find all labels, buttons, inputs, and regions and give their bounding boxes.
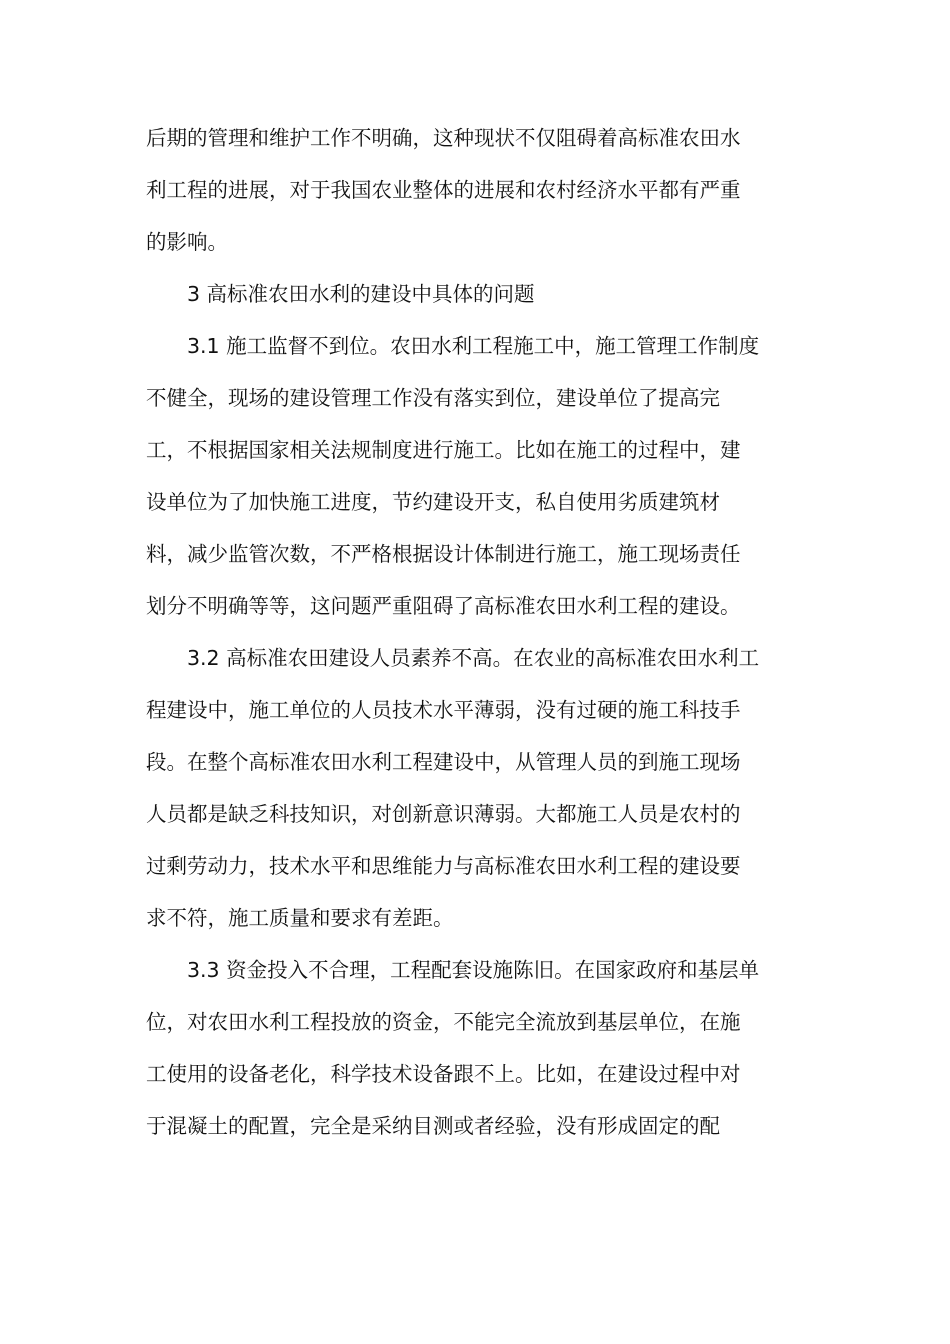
subsection-line: 3.3 资金投入不合理，工程配套设施陈旧。在国家政府和基层单 — [187, 958, 760, 982]
text-line: 过剩劳动力，技术水平和思维能力与高标准农田水利工程的建设要 — [146, 854, 741, 878]
section-heading: 3 高标准农田水利的建设中具体的问题 — [187, 282, 535, 306]
text-line: 位，对农田水利工程投放的资金，不能完全流放到基层单位，在施 — [146, 1010, 741, 1034]
text-line: 设单位为了加快施工进度，节约建设开支，私自使用劣质建筑材 — [146, 490, 720, 514]
text-line: 划分不明确等等，这问题严重阻碍了高标准农田水利工程的建设。 — [146, 594, 741, 618]
text-line: 料，减少监管次数，不严格根据设计体制进行施工，施工现场责任 — [146, 542, 741, 566]
text-line: 人员都是缺乏科技知识，对创新意识薄弱。大都施工人员是农村的 — [146, 802, 741, 826]
text-line: 后期的管理和维护工作不明确，这种现状不仅阻碍着高标准农田水 — [146, 126, 741, 150]
text-line: 段。在整个高标准农田水利工程建设中，从管理人员的到施工现场 — [146, 750, 741, 774]
text-line: 工使用的设备老化，科学技术设备跟不上。比如，在建设过程中对 — [146, 1062, 741, 1086]
document-body — [146, 112, 806, 1152]
text-line: 求不符，施工质量和要求有差距。 — [146, 906, 454, 930]
text-line: 不健全，现场的建设管理工作没有落实到位，建设单位了提高完 — [146, 386, 720, 410]
text-line: 工，不根据国家相关法规制度进行施工。比如在施工的过程中，建 — [146, 438, 741, 462]
text-line: 的影响。 — [146, 230, 228, 254]
text-line: 程建设中，施工单位的人员技术水平薄弱，没有过硬的施工科技手 — [146, 698, 741, 722]
text-line: 利工程的进展，对于我国农业整体的进展和农村经济水平都有严重 — [146, 178, 741, 202]
text-line: 于混凝土的配置，完全是采纳目测或者经验，没有形成固定的配 — [146, 1114, 720, 1138]
subsection-line: 3.2 高标准农田建设人员素养不高。在农业的高标准农田水利工 — [187, 646, 760, 670]
subsection-line: 3.1 施工监督不到位。农田水利工程施工中，施工管理工作制度 — [187, 334, 760, 358]
